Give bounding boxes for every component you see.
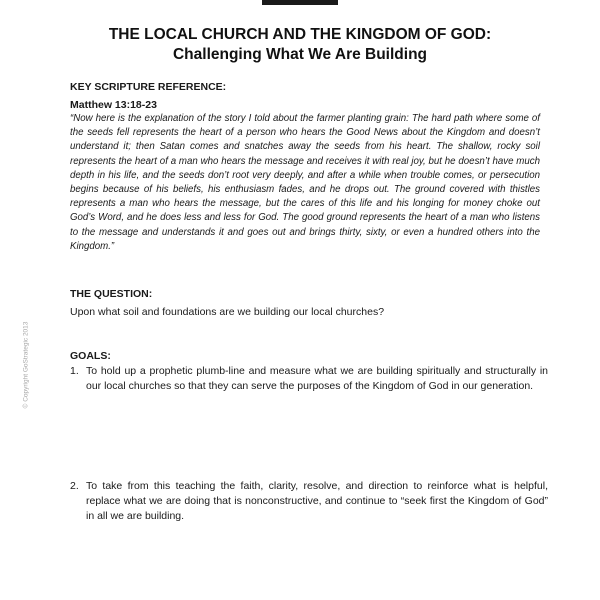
copyright-notice: © Copyright GoStrategic 2013 [22, 321, 30, 409]
goals-heading: GOALS: [70, 350, 111, 362]
page-subtitle: Challenging What We Are Building [172, 46, 428, 63]
question-section [70, 288, 540, 319]
question-text: Upon what soil and foundations are we building our local churches? [70, 306, 385, 318]
goal-text: To take from this teaching the faith, clarity, resolve, and direction to reinforce what is helpful, replace what we are doing that is nonconstructive, and continue to “seek first the Kingdom of God” in all we are building. [86, 480, 548, 522]
title-block [0, 25, 600, 65]
question-heading: THE QUESTION: [70, 288, 153, 300]
goal-number: 1. [70, 365, 79, 377]
scripture-section [70, 81, 540, 254]
scripture-heading: KEY SCRIPTURE REFERENCE: [70, 81, 227, 93]
page-title: THE LOCAL CHURCH AND THE KINGDOM OF GOD: [108, 26, 492, 43]
goal-number: 2. [70, 480, 79, 492]
scripture-quote: “Now here is the explanation of the story I told about the farmer planting grain: The hard path where some of the seeds fell represents the heart of a person who hears the Good News about the Kingdom and doesn’t understand it; then Satan comes and snatches away the seeds from his heart. The shallow, rocky soil represents the heart of a man who hears the message and receives it with real joy, but he doesn’t have much depth in his life, and the seeds don’t root very deeply, and after a while when trouble comes, or persecution begins because of his beliefs, his enthusiasm fades, and he drops out. The ground covered with thistles represents a man who hears the message, but the cares of this life and his longing for money choke out God’s Word, and he does less and less for God. The good ground represents the heart of a man who listens to the message and understands it and goes out and brings thirty, sixty, or even a hundred others into the Kingdom.” [70, 113, 540, 252]
top-tab-marker [262, 0, 338, 5]
scripture-reference: Matthew 13:18-23 [70, 99, 157, 111]
goals-section [70, 350, 540, 363]
goal-item [70, 364, 548, 394]
goal-text: To hold up a prophetic plumb-line and measure what we are building spiritually and structurally in our local churches so that they can serve the purposes of the Kingdom of God in our generation. [86, 365, 548, 392]
goal-item [70, 479, 548, 524]
